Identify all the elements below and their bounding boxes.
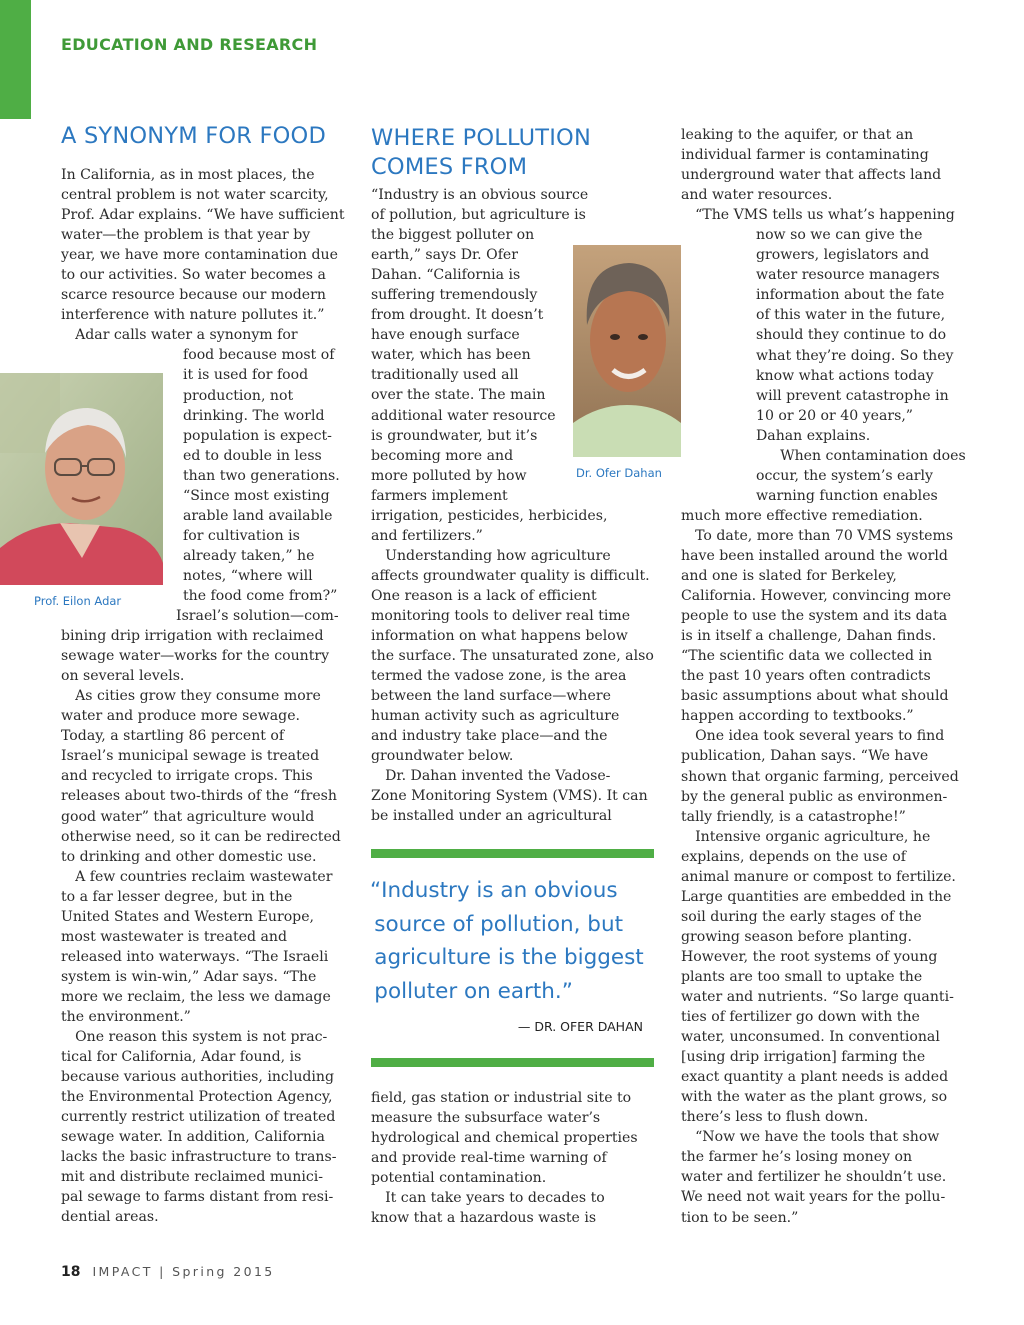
- pull-quote-line: polluter on earth.”: [370, 978, 573, 1004]
- text-line: released into waterways. “The Israeli: [61, 948, 329, 965]
- text-line: the biggest polluter on: [371, 227, 535, 244]
- text-line: the farmer he’s losing money on: [681, 1149, 913, 1166]
- text-line: to a far lesser degree, but in the: [61, 888, 293, 905]
- caption-eilon-adar: Prof. Eilon Adar: [34, 594, 122, 608]
- text-line: and water resources.: [681, 187, 833, 204]
- text-line: traditionally used all: [371, 367, 519, 384]
- text-line: Intensive organic agriculture, he: [681, 828, 931, 845]
- text-line: One idea took several years to find: [681, 728, 945, 745]
- text-line: irrigation, pesticides, herbicides,: [371, 507, 608, 524]
- text-line: will prevent catastrophe in: [756, 387, 949, 404]
- text-line: with the water as the plant grows, so: [681, 1089, 948, 1106]
- text-line: growing season before planting.: [681, 928, 913, 945]
- text-line: it is used for food: [183, 367, 309, 384]
- text-line: mit and distribute reclaimed munici-: [61, 1169, 324, 1186]
- quote-rule-top: [371, 849, 654, 858]
- text-line: “Now we have the tools that show: [681, 1129, 940, 1146]
- text-line: Dahan. “California is: [371, 267, 521, 284]
- text-line: water and nutrients. “So large quanti-: [681, 989, 954, 1006]
- section-label: EDUCATION AND RESEARCH: [61, 35, 318, 54]
- text-line: warning function enables: [756, 487, 938, 504]
- text-line: is groundwater, but it’s: [371, 427, 538, 444]
- text-line: 10 or 20 or 40 years,”: [756, 407, 914, 424]
- text-line: because various authorities, including: [61, 1069, 335, 1086]
- text-line: Large quantities are embedded in the: [681, 888, 952, 905]
- column-2-body-bottom: [371, 1088, 661, 1228]
- text-line: individual farmer is contaminating: [681, 147, 929, 164]
- text-line: human activity such as agriculture: [371, 708, 620, 725]
- text-line: otherwise need, so it can be redirected: [61, 828, 341, 845]
- text-line: water, which has been: [371, 347, 531, 364]
- text-line: In California, as in most places, the: [61, 167, 315, 183]
- pull-quote: [370, 874, 660, 1008]
- text-line: underground water that affects land: [681, 167, 942, 184]
- text-line: and one is slated for Berkeley,: [681, 568, 897, 585]
- text-line: hydrological and chemical properties: [371, 1130, 638, 1147]
- text-line: much more effective remediation.: [681, 507, 923, 524]
- text-line: tally friendly, is a catastrophe!”: [681, 808, 906, 825]
- text-line: sewage water. In addition, California: [61, 1129, 325, 1146]
- page-footer: [61, 1264, 275, 1280]
- text-line: and provide real-time warning of: [371, 1150, 607, 1167]
- text-line: and fertilizers.”: [371, 527, 483, 544]
- page-number: 18: [61, 1264, 81, 1280]
- text-line: affects groundwater quality is difficult.: [371, 567, 650, 584]
- heading-where-pollution-line1: WHERE POLLUTION: [371, 125, 592, 151]
- text-line: notes, “where will: [183, 567, 313, 584]
- text-line: [using drip irrigation] farming the: [681, 1049, 926, 1066]
- text-line: people to use the system and its data: [681, 608, 948, 625]
- text-line: exact quantity a plant needs is added: [681, 1069, 949, 1086]
- text-line: for cultivation is: [183, 527, 300, 544]
- text-line: system is win-win,” Adar says. “The: [61, 968, 317, 985]
- text-line: pal sewage to farms distant from resi-: [61, 1189, 334, 1206]
- text-line: “Since most existing: [183, 487, 330, 504]
- text-line: production, not: [183, 387, 294, 404]
- text-line: United States and Western Europe,: [61, 908, 315, 925]
- heading-where-pollution-line2: COMES FROM: [371, 154, 528, 180]
- text-line: tion to be seen.”: [681, 1209, 799, 1226]
- text-line: sewage water—works for the country: [61, 648, 330, 665]
- text-line: publication, Dahan says. “We have: [681, 748, 929, 765]
- text-line: groundwater below.: [371, 748, 514, 765]
- text-line: arable land available: [183, 507, 333, 524]
- text-line: and industry take place—and the: [371, 728, 608, 745]
- text-line: information about the fate: [756, 287, 945, 304]
- text-line: As cities grow they consume more: [61, 688, 321, 705]
- text-line: soil during the early stages of the: [681, 908, 922, 925]
- column-1-body: [61, 165, 351, 1227]
- text-line: “The scientific data we collected in: [681, 648, 933, 665]
- text-line: is in itself a challenge, Dahan finds.: [681, 628, 937, 645]
- text-line: Today, a startling 86 percent of: [61, 728, 285, 745]
- text-line: explains, depends on the use of: [681, 848, 906, 865]
- text-line: the past 10 years often contradicts: [681, 668, 931, 685]
- text-line: suffering tremendously: [371, 287, 538, 304]
- pull-quote-line: “Industry is an obvious: [370, 878, 618, 903]
- text-line: should they continue to do: [756, 327, 947, 344]
- column-3-body: [681, 125, 971, 1228]
- portrait-adar-image: [0, 373, 163, 585]
- text-line: on several levels.: [61, 668, 185, 685]
- text-line: However, the root systems of young: [681, 948, 938, 965]
- text-line: Understanding how agriculture: [371, 547, 611, 564]
- text-line: water and fertilizer he shouldn’t use.: [681, 1169, 947, 1186]
- text-line: Dahan explains.: [756, 427, 871, 444]
- text-line: animal manure or compost to fertilize.: [681, 868, 956, 885]
- text-line: already taken,” he: [183, 547, 315, 564]
- text-line: potential contamination.: [371, 1170, 547, 1187]
- text-line: the Environmental Protection Agency,: [61, 1089, 333, 1106]
- quote-rule-bottom: [371, 1058, 654, 1067]
- text-line: of this water in the future,: [756, 307, 946, 324]
- text-line: growers, legislators and: [756, 247, 930, 264]
- text-line: water and produce more sewage.: [61, 708, 301, 725]
- text-line: releases about two-thirds of the “fresh: [61, 788, 337, 805]
- heading-synonym-for-food: A SYNONYM FOR FOOD: [61, 123, 326, 149]
- text-line: interference with nature pollutes it.”: [61, 307, 325, 324]
- text-line: lacks the basic infrastructure to trans-: [61, 1149, 337, 1166]
- text-line: have enough surface: [371, 327, 520, 344]
- text-line: know what actions today: [756, 367, 934, 384]
- text-line: measure the subsurface water’s: [371, 1110, 601, 1127]
- text-line: more we reclaim, the less we damage: [61, 988, 331, 1005]
- text-line: the food come from?”: [183, 587, 338, 604]
- text-line: bining drip irrigation with reclaimed: [61, 628, 324, 645]
- text-line: drinking. The world: [183, 407, 325, 424]
- text-line: information on what happens below: [371, 628, 628, 645]
- text-line: water resource managers: [756, 267, 940, 284]
- text-line: Prof. Adar explains. “We have sufficient: [61, 207, 345, 224]
- text-line: occur, the system’s early: [756, 467, 933, 484]
- text-line: currently restrict utilization of treated: [61, 1109, 336, 1126]
- text-line: shown that organic farming, perceived: [681, 768, 959, 785]
- text-line: water, unconsumed. In conventional: [681, 1029, 940, 1046]
- text-line: To date, more than 70 VMS systems: [681, 527, 954, 544]
- text-line: When contamination does: [766, 447, 966, 464]
- text-line: by the general public as environmen-: [681, 788, 948, 805]
- text-line: population is expect-: [183, 427, 332, 444]
- text-line: earth,” says Dr. Ofer: [371, 247, 518, 264]
- text-line: We need not wait years for the pollu-: [681, 1189, 946, 1206]
- text-line: know that a hazardous waste is: [371, 1210, 597, 1227]
- text-line: One reason this system is not prac-: [61, 1029, 328, 1046]
- text-line: what they’re doing. So they: [756, 347, 954, 364]
- pull-quote-line: source of pollution, but: [370, 911, 624, 937]
- text-line: happen according to textbooks.”: [681, 708, 914, 725]
- text-line: field, gas station or industrial site to: [371, 1090, 632, 1106]
- text-line: Dr. Dahan invented the Vadose-: [371, 768, 611, 785]
- magazine-issue: IMPACT | Spring 2015: [92, 1264, 275, 1279]
- text-line: Zone Monitoring System (VMS). It can: [371, 788, 648, 805]
- text-line: than two generations.: [183, 467, 340, 484]
- text-line: now so we can give the: [756, 227, 923, 244]
- text-line: the environment.”: [61, 1008, 191, 1025]
- text-line: termed the vadose zone, is the area: [371, 668, 627, 685]
- photo-eilon-adar: [0, 373, 163, 585]
- pull-quote-attribution: — DR. OFER DAHAN: [517, 1019, 643, 1034]
- text-line: additional water resource: [371, 407, 556, 424]
- text-line: scarce resource because our modern: [61, 287, 326, 304]
- text-line: Israel’s solution—com-: [176, 608, 339, 625]
- text-line: California. However, convincing more: [681, 588, 952, 605]
- text-line: becoming more and: [371, 447, 514, 464]
- caption-ofer-dahan: Dr. Ofer Dahan: [576, 466, 662, 480]
- text-line: monitoring tools to deliver real time: [371, 607, 631, 624]
- column-2-heading: [371, 124, 661, 182]
- text-line: central problem is not water scarcity,: [61, 187, 329, 204]
- text-line: “The VMS tells us what’s happening: [681, 207, 955, 224]
- text-line: A few countries reclaim wastewater: [61, 868, 333, 885]
- text-line: food because most of: [183, 347, 335, 364]
- section-color-bar: [0, 0, 31, 119]
- text-line: ed to double in less: [183, 447, 322, 464]
- photo-ofer-dahan: [573, 245, 681, 457]
- pull-quote-line: agriculture is the biggest: [370, 945, 644, 970]
- column-1: [61, 122, 351, 151]
- text-line: One reason is a lack of efficient: [371, 587, 597, 604]
- text-line: between the land surface—where: [371, 688, 611, 705]
- text-line: basic assumptions about what should: [681, 688, 949, 705]
- text-line: good water” that agriculture would: [61, 808, 315, 825]
- text-line: there’s less to flush down.: [681, 1109, 869, 1126]
- text-line: leaking to the aquifer, or that an: [681, 127, 914, 143]
- text-line: most wastewater is treated and: [61, 928, 287, 945]
- text-line: the surface. The unsaturated zone, also: [371, 648, 654, 665]
- text-line: year, we have more contamination due: [61, 247, 338, 264]
- text-line: and recycled to irrigate crops. This: [61, 768, 313, 785]
- text-line: Adar calls water a synonym for: [61, 327, 298, 344]
- text-line: to our activities. So water becomes a: [61, 267, 326, 284]
- text-line: from drought. It doesn’t: [371, 307, 544, 324]
- text-line: be installed under an agricultural: [371, 808, 612, 825]
- text-line: Israel’s municipal sewage is treated: [61, 748, 320, 765]
- text-line: to drinking and other domestic use.: [61, 848, 317, 865]
- text-line: “Industry is an obvious source: [371, 187, 589, 203]
- text-line: farmers implement: [371, 487, 508, 504]
- text-line: have been installed around the world: [681, 547, 948, 564]
- portrait-dahan-image: [573, 245, 681, 457]
- text-line: more polluted by how: [371, 467, 527, 484]
- text-line: plants are too small to uptake the: [681, 968, 923, 985]
- text-line: dential areas.: [61, 1209, 159, 1226]
- text-line: of pollution, but agriculture is: [371, 207, 586, 224]
- text-line: ties of fertilizer go down with the: [681, 1009, 920, 1026]
- text-line: over the state. The main: [371, 387, 546, 404]
- text-line: It can take years to decades to: [371, 1190, 605, 1207]
- text-line: water—the problem is that year by: [61, 227, 311, 244]
- text-line: tical for California, Adar found, is: [61, 1049, 302, 1066]
